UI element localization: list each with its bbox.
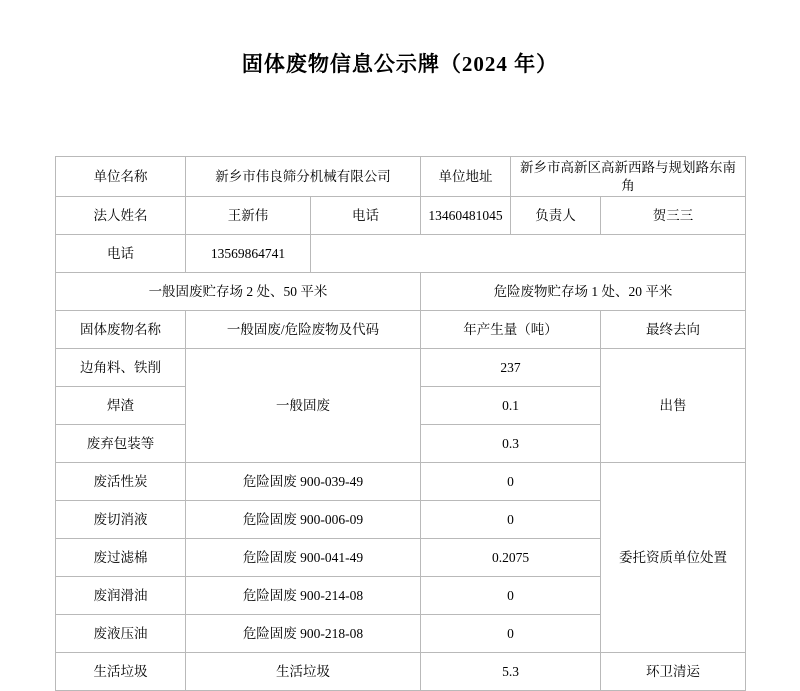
hazard-storage-value: 危险废物贮存场 1 处、20 平米 [421,273,746,311]
waste-category: 危险固废 900-041-49 [186,539,421,577]
waste-annual: 0 [421,615,601,653]
table-row [56,349,746,387]
unit-name-value: 新乡市伟良筛分机械有限公司 [186,157,421,197]
legal-person-value: 王新伟 [186,197,311,235]
waste-annual: 0.3 [421,425,601,463]
waste-annual: 237 [421,349,601,387]
waste-annual: 0.2075 [421,539,601,577]
waste-annual: 0.1 [421,387,601,425]
header-category: 一般固废/危险废物及代码 [186,311,421,349]
legal-phone-label: 电话 [311,197,421,235]
waste-category: 生活垃圾 [186,653,421,691]
waste-name: 废切消液 [56,501,186,539]
waste-category: 危险固废 900-218-08 [186,615,421,653]
header-destination: 最终去向 [601,311,746,349]
unit-address-value: 新乡市高新区高新西路与规划路东南角 [511,157,746,197]
waste-category: 一般固废 [186,349,421,463]
waste-category: 危险固废 900-039-49 [186,463,421,501]
table-header-row [56,311,746,349]
legal-person-label: 法人姓名 [56,197,186,235]
waste-destination: 委托资质单位处置 [601,463,746,653]
table-row-contacts [56,197,746,235]
table-row-storage [56,273,746,311]
waste-annual: 0 [421,501,601,539]
unit-name-label: 单位名称 [56,157,186,197]
manager-phone-value: 13569864741 [186,235,311,273]
header-annual: 年产生量（吨） [421,311,601,349]
waste-name: 废弃包装等 [56,425,186,463]
waste-info-table-container [55,156,745,691]
general-storage-value: 一般固废贮存场 2 处、50 平米 [56,273,421,311]
manager-label: 负责人 [511,197,601,235]
waste-destination: 出售 [601,349,746,463]
waste-category: 危险固废 900-214-08 [186,577,421,615]
waste-name: 生活垃圾 [56,653,186,691]
header-waste-name: 固体废物名称 [56,311,186,349]
waste-annual: 0 [421,577,601,615]
unit-address-label: 单位地址 [421,157,511,197]
table-row [56,653,746,691]
waste-name: 废过滤棉 [56,539,186,577]
manager-value: 贺三三 [601,197,746,235]
waste-name: 边角料、铁削 [56,349,186,387]
legal-phone-value: 13460481045 [421,197,511,235]
waste-annual: 5.3 [421,653,601,691]
waste-category: 危险固废 900-006-09 [186,501,421,539]
waste-annual: 0 [421,463,601,501]
spacer-cell [311,235,746,273]
waste-info-table [55,156,746,691]
table-row [56,463,746,501]
waste-destination: 环卫清运 [601,653,746,691]
waste-name: 焊渣 [56,387,186,425]
document-page [0,48,800,679]
page-title: 固体废物信息公示牌（2024 年） [241,52,559,76]
table-row-unit [56,157,746,197]
waste-name: 废润滑油 [56,577,186,615]
table-row-contacts-2 [56,235,746,273]
manager-phone-label: 电话 [56,235,186,273]
waste-name: 废活性炭 [56,463,186,501]
waste-name: 废液压油 [56,615,186,653]
